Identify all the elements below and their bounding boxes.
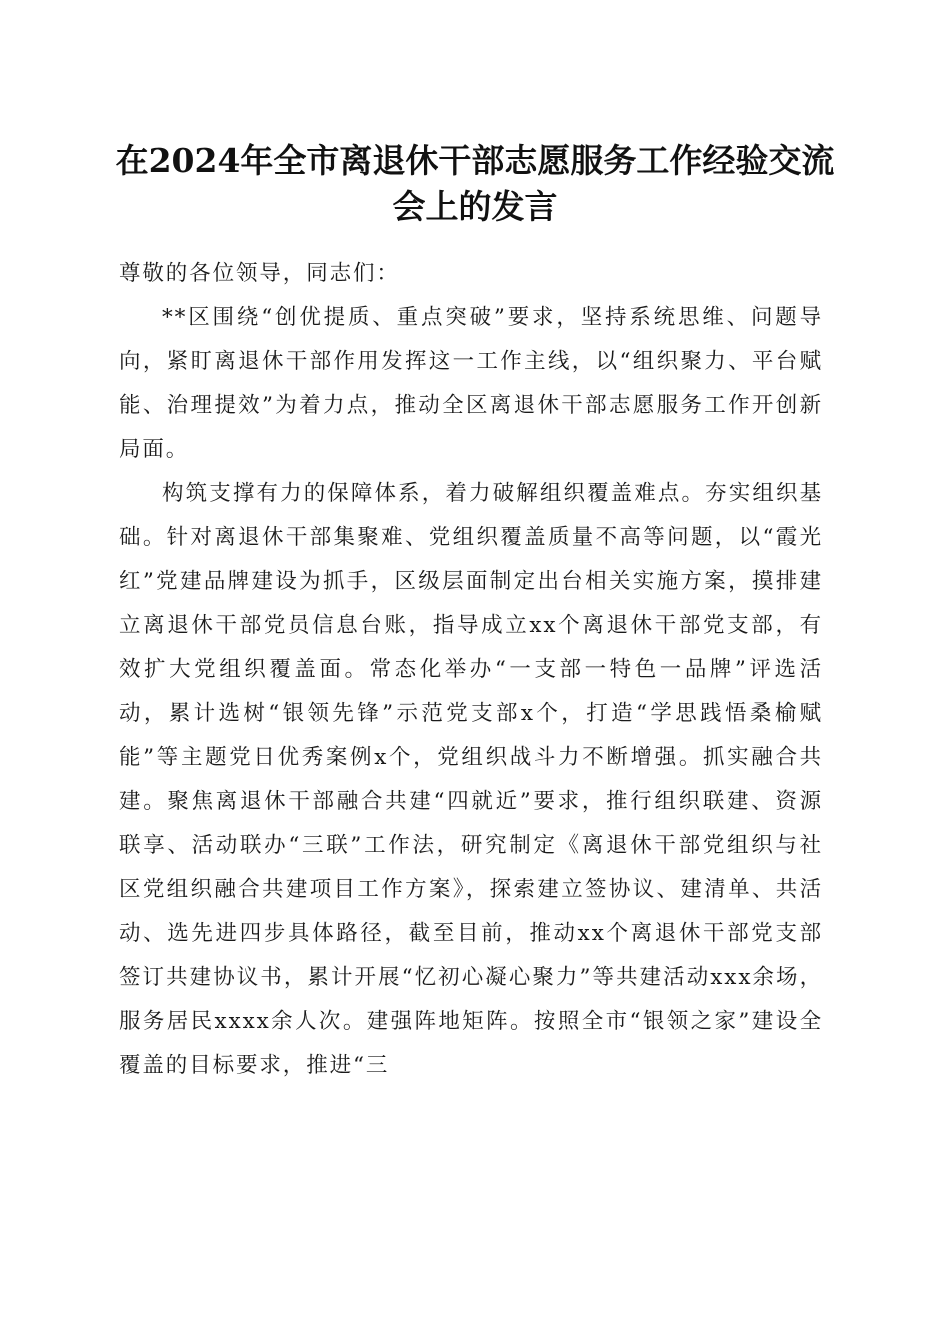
salutation: 尊敬的各位领导，同志们： (119, 261, 400, 286)
document-body (119, 252, 823, 1088)
paragraph-support-system: 构筑支撑有力的保障体系，着力破解组织覆盖难点。夯实组织基础。针对离退休干部集聚难、党组织覆盖质量不高等问题，以“霞光红”党建品牌建设为抓手，区级层面制定出台相关实施方案，摸排建立离退休干部党员信息台账，指导成立xx个离退休干部党支部，有效扩大党组织覆盖面。常态化举办“一支部一特色一品牌”评选活动，累计选树“银领先锋”示范党支部x个，打造“学思践悟桑榆赋能”等主题党日优秀案例x个，党组织战斗力不断增强。抓实融合共建。聚焦离退休干部融合共建“四就近”要求，推行组织联建、资源联享、活动联办“三联”工作法，研究制定《离退休干部党组织与社区党组织融合共建项目工作方案》，探索建立签协议、建清单、共活动、选先进四步具体路径，截至目前，推动xx个离退休干部党支部签订共建协议书，累计开展“忆初心凝心聚力”等共建活动xxx余场，服务居民xxxx余人次。建强阵地矩阵。按照全市“银领之家”建设全覆盖的目标要求，推进“三 (119, 481, 823, 1078)
paragraph-intro: **区围绕“创优提质、重点突破”要求，坚持系统思维、问题导向，紧盯离退休干部作用发挥这一工作主线，以“组织聚力、平台赋能、治理提效”为着力点，推动全区离退休干部志愿服务工作开创新局面。 (119, 305, 823, 462)
document-title: 在2024年全市离退休干部志愿服务工作经验交流会上的发言 (115, 141, 835, 226)
